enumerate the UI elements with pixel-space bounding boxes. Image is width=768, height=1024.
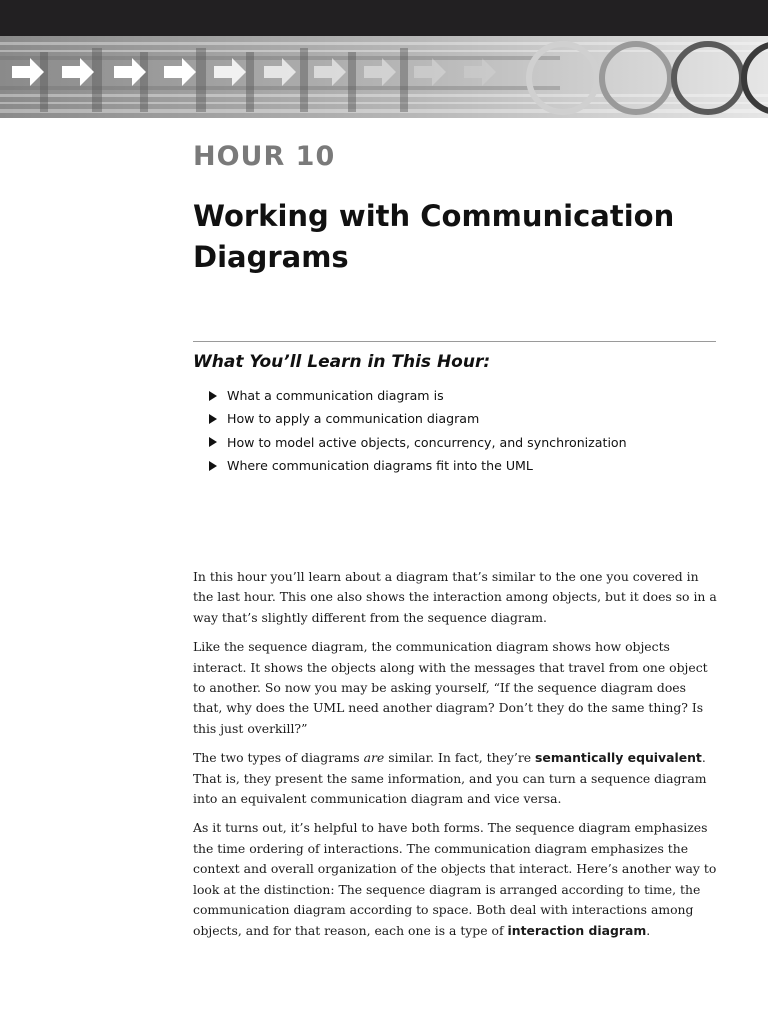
list-item <box>209 407 627 430</box>
top-dark-bar <box>0 0 768 36</box>
text-run: The two types of diagrams <box>193 750 364 766</box>
learn-heading: What You’ll Learn in This Hour: <box>193 352 491 372</box>
paragraph <box>193 818 717 940</box>
chapter-title-line: Diagrams <box>193 240 349 274</box>
text-run: . That is, they present the same information, and you can turn a sequence diagram into an equivalent communication diagram and vice versa. <box>193 750 707 807</box>
learn-list <box>209 384 627 477</box>
triangle-bullet-icon <box>209 437 217 447</box>
list-item-text: How to model active objects, concurrency, and synchronization <box>227 434 627 450</box>
list-item-text: How to apply a communication diagram <box>227 411 480 427</box>
section-divider <box>193 341 716 342</box>
list-item-text: What a communication diagram is <box>227 388 444 404</box>
paragraph: Like the sequence diagram, the communication diagram shows how objects interact. It shows the objects along with the messages that travel from one object to another. So now you may be asking yourself, “If the sequence diagram does that, why does the UML need another diagram? Don’t they do the same thing? Is this just overkill?” <box>193 639 708 736</box>
list-item <box>209 454 627 477</box>
text-run: . <box>646 922 651 938</box>
chapter-title <box>193 196 733 278</box>
text-run: As it turns out, it’s helpful to have both forms. The sequence diagram emphasizes the time ordering of interactions. The communication diagram emphasizes the context and overall organization of the objects that interact. Here’s another way to look at the distinction: The sequence diagram is arranged according to time, the communication diagram according to space. Both deal with interactions among objects, and for that reason, each one is a type of <box>193 820 717 938</box>
triangle-bullet-icon <box>209 461 217 471</box>
chapter-banner <box>0 36 768 118</box>
hour-label: HOUR 10 <box>193 141 336 172</box>
list-item <box>209 384 627 407</box>
list-item <box>209 431 627 454</box>
term-interaction-diagram: interaction diagram <box>507 922 647 938</box>
term-semantically-equivalent: semantically equivalent <box>535 750 702 766</box>
paragraph <box>193 748 717 809</box>
triangle-bullet-icon <box>209 414 217 424</box>
triangle-bullet-icon <box>209 391 217 401</box>
chapter-title-line: Working with Communication <box>193 199 675 233</box>
text-run: similar. In fact, they’re <box>384 750 536 766</box>
banner-graphic <box>0 36 768 118</box>
emphasis-text: are <box>363 750 385 766</box>
body-text <box>193 567 717 950</box>
list-item-text: Where communication diagrams fit into the UML <box>227 458 533 474</box>
paragraph: In this hour you’ll learn about a diagram that’s similar to the one you covered in the last hour. This one also shows the interaction among objects, but it does so in a way that’s slightly different from the sequence diagram. <box>193 569 717 625</box>
